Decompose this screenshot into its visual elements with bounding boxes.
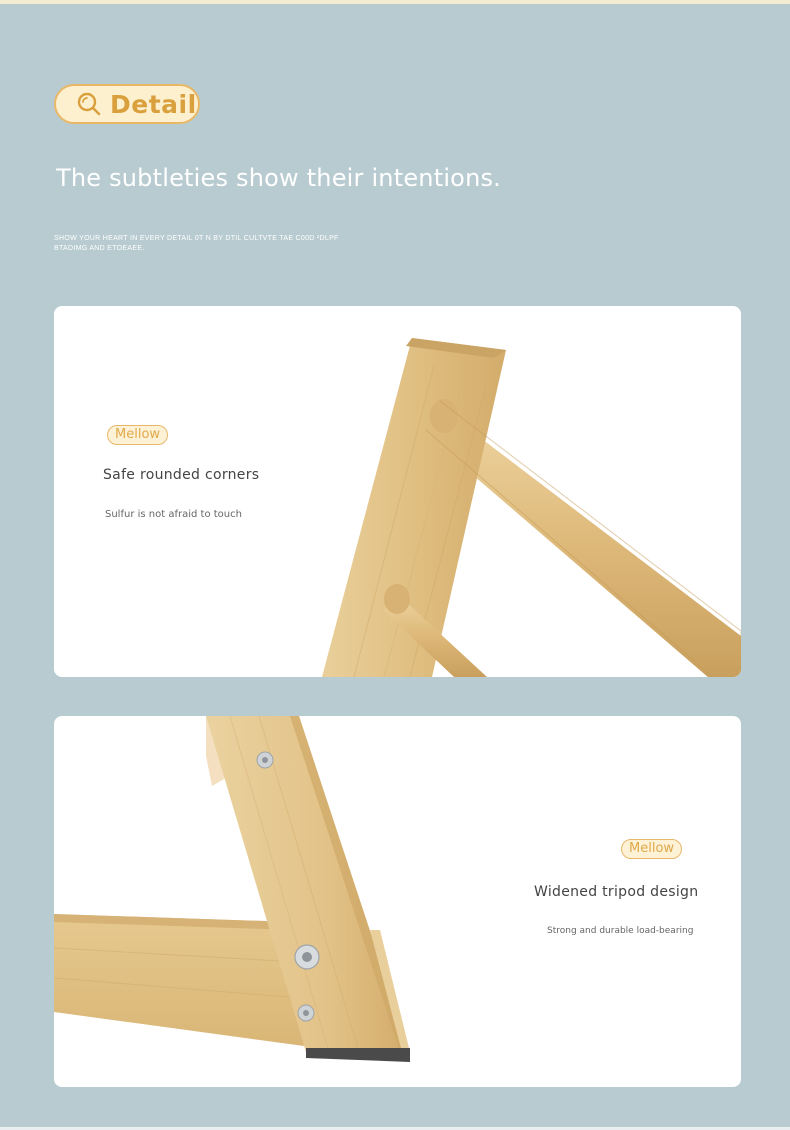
top-strip xyxy=(0,0,790,4)
feature-description: Sulfur is not afraid to touch xyxy=(105,509,242,520)
tripod-joint-illustration xyxy=(54,716,741,1087)
detail-badge-label: Detail xyxy=(110,89,197,119)
search-icon xyxy=(76,91,102,117)
feature-tag: Mellow xyxy=(621,839,682,859)
feature-card-rounded-corners xyxy=(54,306,741,677)
ladder-rung-illustration xyxy=(54,306,741,677)
feature-tag: Mellow xyxy=(107,425,168,445)
feature-title: Safe rounded corners xyxy=(103,467,260,483)
page-subline: SHOW YOUR HEART IN EVERY DETAIL 0T N BY DTIL CULTVTE TAE C00D ²DLPF BTADIMG AND ETOEAEE. xyxy=(54,235,339,252)
feature-title: Widened tripod design xyxy=(534,884,699,900)
feature-card-tripod xyxy=(54,716,741,1087)
page-headline: The subtleties show their intentions. xyxy=(56,164,502,192)
detail-badge xyxy=(54,84,200,124)
feature-description: Strong and durable load-bearing xyxy=(547,926,694,936)
